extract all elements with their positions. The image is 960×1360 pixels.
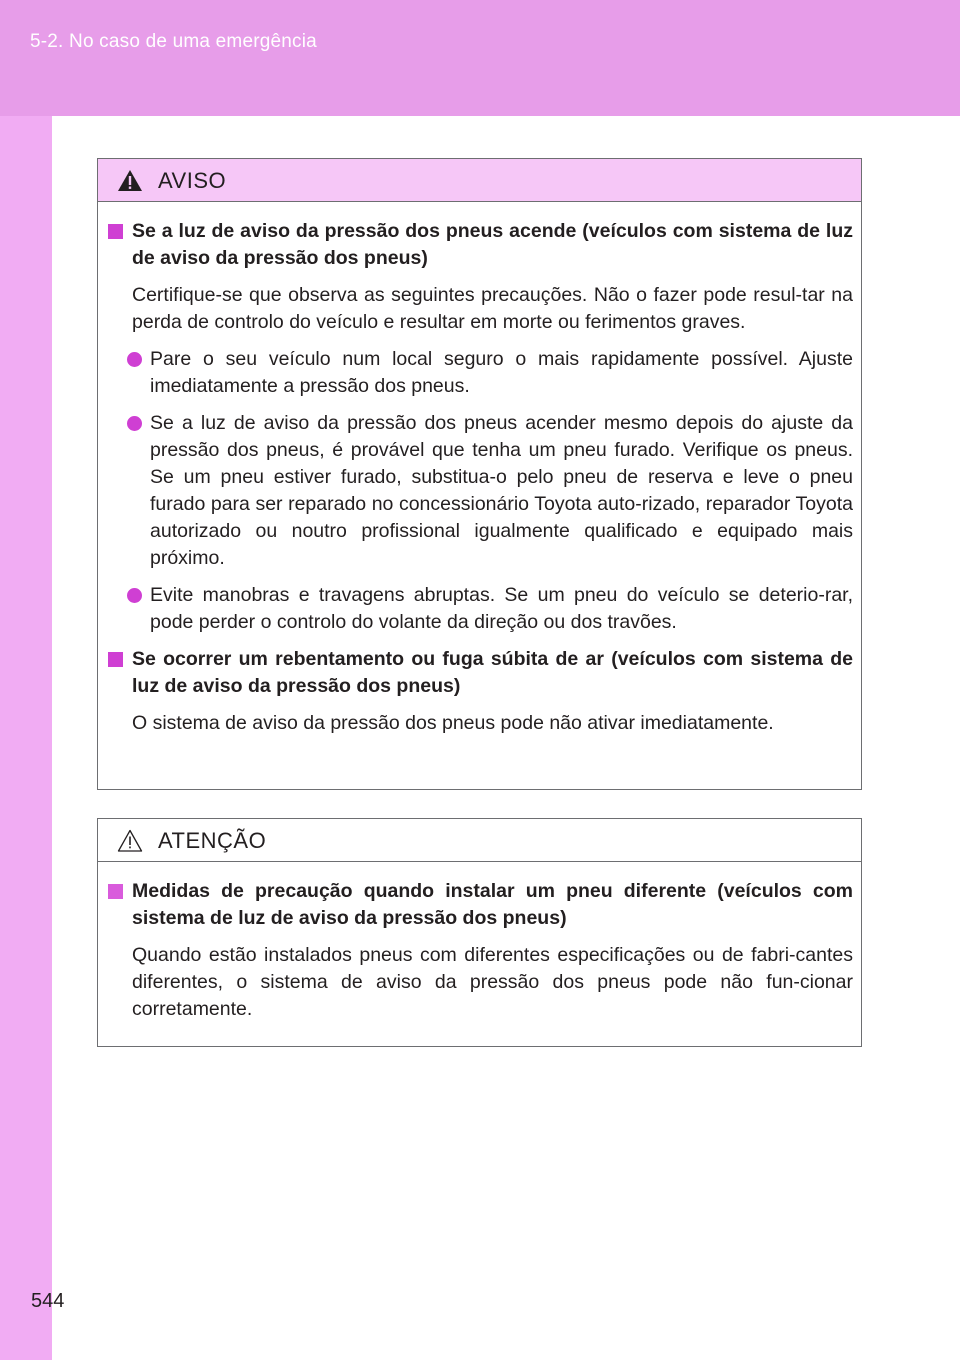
square-bullet-icon <box>108 224 123 239</box>
warning-bullet-2 <box>106 410 853 572</box>
caution-heading-1-text: Medidas de precaução quando instalar um pneu diferente (veículos com sistema de luz de aviso da pressão dos pneus) <box>132 880 853 929</box>
caution-box-header <box>98 819 861 862</box>
warning-bullet-2-text: Se a luz de aviso da pressão dos pneus acender mesmo depois do ajuste da pressão dos pneus, é provável que tenha um pneu furado. Verifique os pneus. Se um pneu estiver furado, substitua-o pelo pneu de reserva e leve o pneu furado para ser reparado no concessionário Toyota auto-rizado, reparador Toyota autorizado ou noutro profissional igualmente qualificado e equipado mais próximo. <box>150 412 853 569</box>
warning-box <box>97 158 862 790</box>
warning-box-title: AVISO <box>158 168 227 193</box>
caution-paragraph-1: Quando estão instalados pneus com diferentes especificações ou de fabri-cantes diferentes, o sistema de aviso da pressão dos pneus pode não fun-cionar corretamente. <box>132 944 853 1020</box>
caution-heading-1 <box>106 878 853 932</box>
warning-paragraph-1: Certifique-se que observa as seguintes precauções. Não o fazer pode resul-tar na perda de controlo do veículo e resultar em morte ou ferimentos graves. <box>132 284 853 333</box>
warning-bullet-1-text: Pare o seu veículo num local seguro o mais rapidamente possível. Ajuste imediatamente a pressão dos pneus. <box>150 348 853 397</box>
warning-triangle-icon <box>117 169 143 192</box>
warning-paragraph-2: O sistema de aviso da pressão dos pneus pode não ativar imediatamente. <box>132 712 774 734</box>
caution-triangle-icon <box>117 829 143 852</box>
warning-box-body <box>98 202 861 737</box>
warning-heading-2-text: Se ocorrer um rebentamento ou fuga súbita de ar (veículos com sistema de luz de aviso da pressão dos pneus) <box>132 648 853 697</box>
caution-box <box>97 818 862 1047</box>
header-band <box>0 0 960 116</box>
left-margin-strip <box>0 116 52 1360</box>
round-bullet-icon <box>127 352 142 367</box>
square-bullet-icon <box>108 884 123 899</box>
round-bullet-icon <box>127 416 142 431</box>
warning-bullet-1 <box>106 346 853 400</box>
warning-heading-1 <box>106 218 853 272</box>
warning-heading-1-text: Se a luz de aviso da pressão dos pneus acende (veículos com sistema de luz de aviso da pressão dos pneus) <box>132 220 853 269</box>
section-title: 5-2. No caso de uma emergência <box>30 31 317 52</box>
warning-bullet-3-text: Evite manobras e travagens abruptas. Se um pneu do veículo se deterio-rar, pode perder o controlo do volante da direção ou dos travões. <box>150 584 853 633</box>
caution-box-title: ATENÇÃO <box>158 828 267 853</box>
warning-bullet-3 <box>106 582 853 636</box>
round-bullet-icon <box>127 588 142 603</box>
page-number: 544 <box>31 1290 65 1312</box>
warning-heading-2 <box>106 646 853 700</box>
warning-box-header <box>98 159 861 202</box>
square-bullet-icon <box>108 652 123 667</box>
caution-box-body <box>98 862 861 1023</box>
